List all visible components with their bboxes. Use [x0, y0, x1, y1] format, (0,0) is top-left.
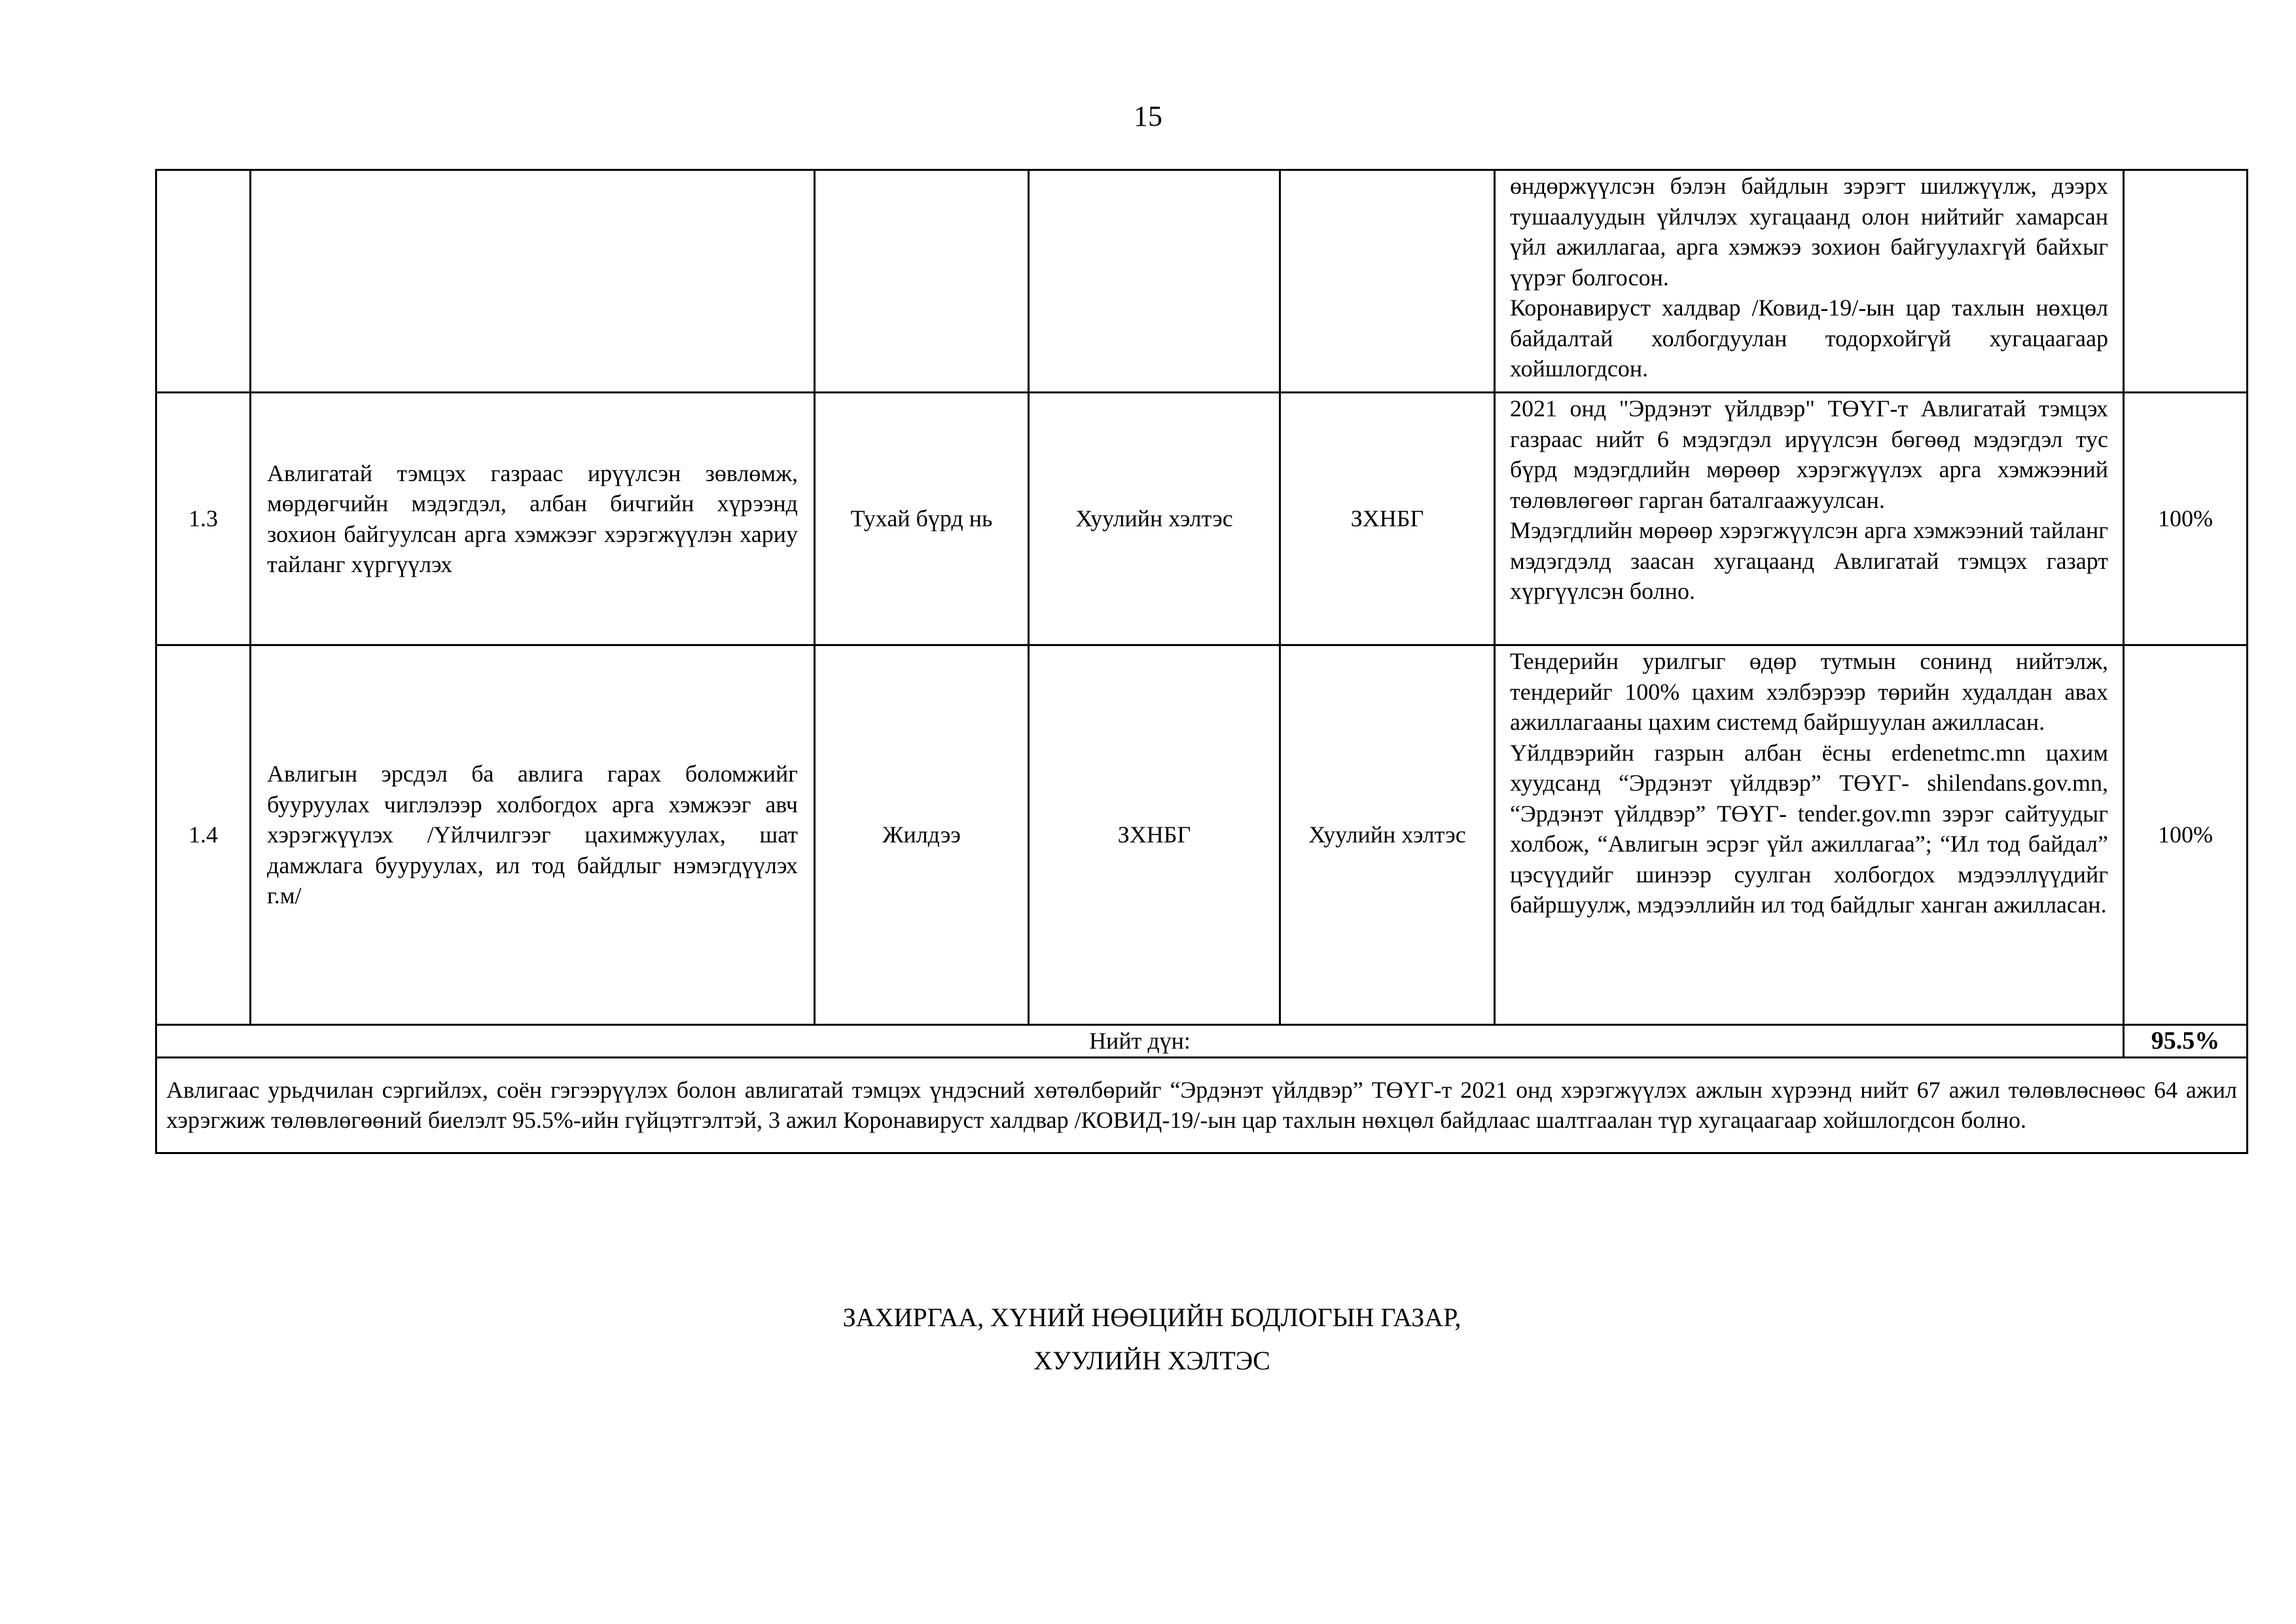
total-value: 95.5%: [2124, 1025, 2248, 1058]
responsible-unit: ЗХНБГ: [1029, 645, 1280, 1025]
timeframe: Тухай бүрд нь: [815, 393, 1029, 645]
responsible-cell: [1029, 170, 1280, 393]
monitor-cell: [1280, 170, 1495, 393]
summary-row: [156, 1057, 2248, 1153]
page-number: 15: [1134, 100, 1162, 132]
responsible-unit: Хуулийн хэлтэс: [1029, 393, 1280, 645]
monitoring-unit: Хуулийн хэлтэс: [1280, 645, 1495, 1025]
percent-cell: [2124, 170, 2248, 393]
signature-line: ХУУЛИЙН ХЭЛТЭС: [1033, 1346, 1270, 1375]
monitoring-unit: ЗХНБГ: [1280, 393, 1495, 645]
result-cell: [1495, 645, 2124, 1025]
completion-percent: 100%: [2124, 645, 2248, 1025]
signature-block: [759, 1296, 1545, 1382]
result-cell: [1495, 170, 2124, 393]
timeframe-cell: [815, 170, 1029, 393]
total-label: Нийт дүн:: [156, 1025, 2124, 1058]
result-paragraph: Тендерийн урилгыг өдөр тутмын сонинд нийтэлж, тендерийг 100% цахим хэлбэрээр төрийн худалдан авах ажиллагааны цахим системд байршуулан ажилласан.: [1510, 648, 2108, 735]
implementation-report-table: [155, 169, 2248, 1154]
task-cell: [251, 170, 815, 393]
result-paragraph: Мэдэгдлийн мөрөөр хэрэгжүүлсэн арга хэмжээний тайланг мэдэгдэлд заасан хугацаанд Авлигатай тэмцэх газарт хүргүүлсэн болно.: [1510, 517, 2108, 604]
row-number: 1.3: [156, 393, 251, 645]
task-description: Авлигын эрсдэл ба авлига гарах боломжийг бууруулах чиглэлээр холбогдох арга хэмжээг авч хэрэгжүүлэх /Үйлчилгээг цахимжуулах, шат дамжлага бууруулах, ил тод байдлыг нэмэгдүүлэх г.м/: [251, 645, 815, 1025]
result-paragraph: Үйлдвэрийн газрын албан ёсны erdenetmc.mn цахим хуудсанд “Эрдэнэт үйлдвэр” ТӨҮГ- shilendans.gov.mn, “Эрдэнэт үйлдвэр” ТӨҮГ- tender.gov.mn зэрэг сайтуудыг холбож, “Авлигын эсрэг үйл ажиллагаа”; “Ил тод байдал” цэсүүдийг шинээр суулган холбогдох мэдээллүүдийг байршуулж, мэдээллийн ил тод байдлыг ханган ажилласан.: [1510, 739, 2108, 918]
num-cell: [156, 170, 251, 393]
result-paragraph: 2021 онд "Эрдэнэт үйлдвэр" ТӨҮГ-т Авлигатай тэмцэх газраас нийт 6 мэдэгдэл ирүүлсэн бөгөөд мэдэгдэл тус бүрд мэдэгдлийн мөрөөр хэрэгжүүлэх арга хэмжээний төлөвлөгөөг гарган баталгаажуулсан.: [1510, 395, 2108, 513]
signature-line: ЗАХИРГАА, ХҮНИЙ НӨӨЦИЙН БОДЛОГЫН ГАЗАР,: [842, 1303, 1462, 1332]
task-description: Авлигатай тэмцэх газраас ирүүлсэн зөвлөмж, мөрдөгчийн мэдэгдэл, албан бичгийн хүрээнд зохион байгуулсан арга хэмжээг хэрэгжүүлэн хариу тайланг хүргүүлэх: [251, 393, 815, 645]
summary-text: Авлигаас урьдчилан сэргийлэх, соён гэгээрүүлэх болон авлигатай тэмцэх үндэсний хөтөлбөрийг “Эрдэнэт үйлдвэр” ТӨҮГ-т 2021 онд хэрэгжүүлэх ажлын хүрээнд нийт 67 ажил төлөвлөснөөс 64 ажил хэрэгжиж төлөвлөгөөний биелэлт 95.5%-ийн гүйцэтгэлтэй, 3 ажил Коронавируст халдвар /КОВИД-19/-ын цар тахлын нөхцөл байдлаас шалтгаалан түр хугацаагаар хойшлогдсон болно.: [156, 1057, 2248, 1153]
result-paragraph: өндөржүүлсэн бэлэн байдлын зэрэгт шилжүүлж, дээрх тушаалуудын үйлчлэх хугацаанд олон нийтийг хамарсан үйл ажиллагаа, арга хэмжээ зохион байгуулахгүй байхыг үүрэг болгосон.: [1510, 173, 2108, 291]
table-row-continued: [156, 170, 2248, 393]
result-cell: [1495, 393, 2124, 645]
table-row: [156, 393, 2248, 645]
table-row: [156, 645, 2248, 1025]
total-row: [156, 1025, 2248, 1058]
result-paragraph: Коронавируст халдвар /Ковид-19/-ын цар тахлын нөхцөл байдалтай холбогдуулан тодорхойгүй хугацаагаар хойшлогдсон.: [1510, 295, 2108, 382]
completion-percent: 100%: [2124, 393, 2248, 645]
timeframe: Жилдээ: [815, 645, 1029, 1025]
row-number: 1.4: [156, 645, 251, 1025]
